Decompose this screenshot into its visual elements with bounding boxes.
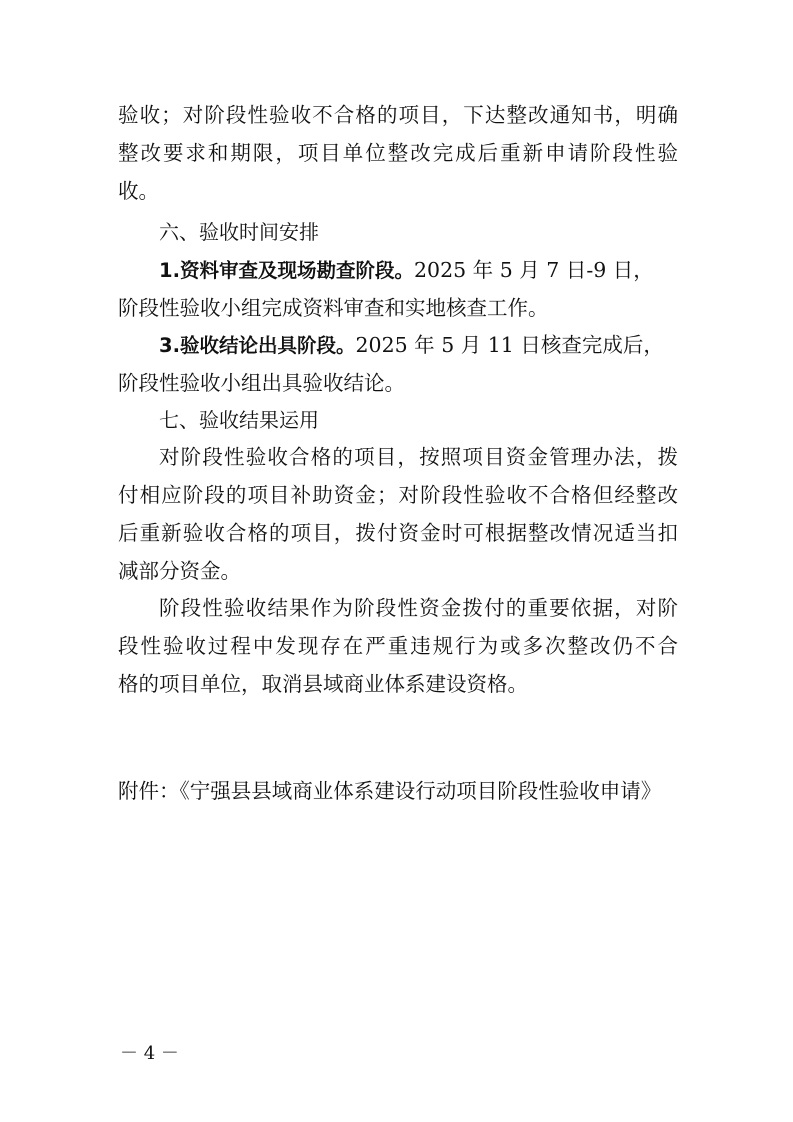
text-line: 整改要求和期限，项目单位整改完成后重新申请阶段性验	[118, 141, 678, 165]
text-line	[118, 251, 678, 289]
section-6	[118, 213, 678, 251]
item-lead: 1.资料审查及现场勘查阶段。	[159, 259, 414, 282]
paragraph-intro	[118, 96, 678, 210]
text-line: 付相应阶段的项目补助资金；对阶段性验收不合格但经整改	[118, 483, 678, 507]
text-line: 减部分资金。	[118, 559, 241, 583]
text-line: 对阶段性验收合格的项目，按照项目资金管理办法，拨	[159, 445, 678, 469]
text-line: 收。	[118, 179, 159, 203]
text-line: 格的项目单位，取消县域商业体系建设资格。	[118, 672, 528, 696]
text-line	[118, 326, 678, 364]
section-6-item-1	[118, 251, 678, 327]
text-line: 阶段性验收小组完成资料审查和实地核查工作。	[118, 296, 549, 320]
text-line: 后重新验收合格的项目，拨付资金时可根据整改情况适当扣	[118, 521, 678, 545]
section-7	[118, 401, 678, 439]
item-lead: 3.验收结论出具阶段。	[159, 334, 356, 357]
attachment	[118, 772, 678, 810]
section-heading: 六、验收时间安排	[159, 220, 319, 244]
text-line: 段性验收过程中发现存在严重违规行为或多次整改仍不合	[118, 634, 678, 658]
page-number: － 4 －	[120, 1043, 179, 1064]
text-line: 阶段性验收结果作为阶段性资金拨付的重要依据，对阶	[159, 596, 678, 620]
section-7-paragraph-1	[118, 438, 678, 590]
section-7-paragraph-2	[118, 589, 678, 703]
attachment-text: 附件：《宁强县县域商业体系建设行动项目阶段性验收申请》	[118, 779, 662, 803]
section-6-item-3	[118, 326, 678, 402]
text-line: 阶段性验收小组出具验收结论。	[118, 371, 405, 395]
section-heading: 七、验收结果运用	[159, 408, 319, 432]
item-text: 2025 年 5 月 11 日核查完成后，	[355, 333, 664, 357]
text-line: 验收；对阶段性验收不合格的项目，下达整改通知书，明确	[118, 103, 678, 127]
item-text: 2025 年 5 月 7 日-9 日，	[413, 258, 654, 282]
